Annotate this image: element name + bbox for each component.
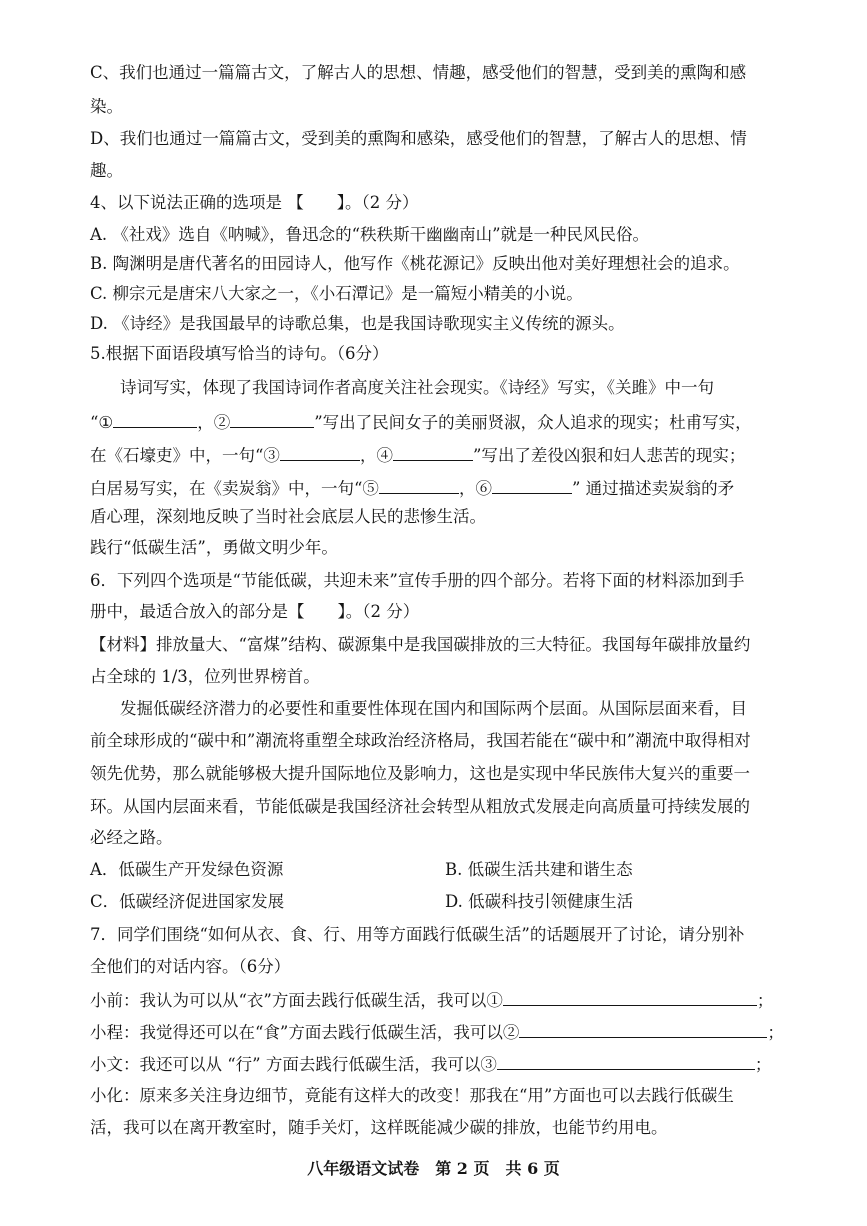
q5-text: 白居易写实，在《卖炭翁》中，一句“⑤ — [90, 479, 379, 498]
q3-option-c-cont: 染。 — [90, 97, 123, 116]
q7-stem-line2: 全他们的对话内容。（6分） — [90, 957, 291, 976]
q5-blank-1[interactable] — [113, 410, 197, 428]
q5-text: ，⑥ — [458, 479, 492, 498]
q6-option-b: B. 低碳生活共建和谐生态 — [445, 860, 633, 879]
q6-stem-line2: 册中，最适合放入的部分是【 】。（2 分） — [90, 602, 420, 621]
q7-dialogue-text: 小程：我觉得还可以在“食”方面去践行低碳生活，我可以② — [90, 1023, 520, 1042]
q4-option-a: A. 《社戏》选自《呐喊》，鲁迅念的“秩秩斯干幽幽南山”就是一种民风民俗。 — [90, 225, 650, 244]
q5-passage-line5: 盾心理，深刻地反映了当时社会底层人民的悲惨生活。 — [90, 507, 486, 526]
q5-text: 在《石壕吏》中，一句“③ — [90, 446, 280, 465]
q6-material-line1: 【材料】排放量大、“富煤”结构、碳源集中是我国碳排放的三大特征。我国每年碳排放量约 — [90, 635, 751, 654]
q7-dialogue-3 — [90, 1052, 771, 1076]
q5-text: ”写出了差役凶狠和妇人悲苦的现实； — [472, 446, 746, 465]
q7-semicolon: ； — [767, 1023, 784, 1042]
q7-dialogue-4-cont: 活，我可以在离开教室时，随手关灯，这样既能减少碳的排放，也能节约用电。 — [90, 1118, 668, 1137]
q6-material-line3: 发掘低碳经济潜力的必要性和重要性体现在国内和国际两个层面。从国际层面来看，目 — [120, 699, 747, 718]
q5-text: “① — [90, 413, 114, 432]
q5-blank-4[interactable] — [393, 443, 473, 461]
q5-passage-line2 — [90, 410, 752, 434]
q3-option-c: C、我们也通过一篇篇古文，了解古人的思想、情趣，感受他们的智慧，受到美的熏陶和感 — [90, 63, 747, 82]
q7-dialogue-4: 小化：原来多关注身边细节，竟能有这样大的改变！那我在“用”方面也可以去践行低碳生 — [90, 1086, 734, 1105]
q6-material-line5: 领先优势，那么就能够极大提升国际地位及影响力，这也是实现中华民族伟大复兴的重要一 — [90, 764, 750, 783]
q5-text: ，② — [197, 413, 231, 432]
q7-semicolon: ； — [756, 991, 774, 1010]
q7-blank-3[interactable] — [497, 1052, 755, 1070]
q6-material-line7: 必经之路。 — [90, 828, 173, 847]
q5-blank-5[interactable] — [379, 476, 459, 494]
q4-option-b: B. 陶渊明是唐代著名的田园诗人，他写作《桃花源记》反映出他对美好理想社会的追求。 — [90, 254, 740, 273]
page-footer: 八年级语文试卷 第 2 页 共 6 页 — [307, 1159, 560, 1178]
q3-option-d: D、我们也通过一篇篇古文，受到美的熏陶和感染，感受他们的智慧，了解古人的思想、情 — [90, 129, 747, 148]
q5-passage-line3 — [90, 443, 745, 467]
q6-material-line4: 前全球形成的“碳中和”潮流将重塑全球政治经济格局，我国若能在“碳中和”潮流中取得相对 — [90, 731, 751, 750]
q4-option-d: D. 《诗经》是我国最早的诗歌总集，也是我国诗歌现实主义传统的源头。 — [90, 314, 625, 333]
q7-blank-1[interactable] — [503, 988, 757, 1006]
q7-dialogue-2 — [90, 1020, 784, 1044]
q4-option-c: C. 柳宗元是唐宋八大家之一，《小石潭记》是一篇短小精美的小说。 — [90, 284, 583, 303]
q5-stem: 5.根据下面语段填写恰当的诗句。（6分） — [90, 344, 389, 363]
q5-text: ，④ — [359, 446, 393, 465]
q5-blank-3[interactable] — [280, 443, 360, 461]
q5-blank-2[interactable] — [230, 410, 314, 428]
q5-text: ” 通过描述卖炭翁的矛 — [571, 479, 735, 498]
q7-blank-2[interactable] — [519, 1020, 767, 1038]
q7-stem-line1: 7．同学们围绕“如何从衣、食、行、用等方面践行低碳生活”的话题展开了讨论，请分别补 — [90, 925, 745, 944]
q5-passage-line4 — [90, 476, 734, 500]
q5-passage-line1: 诗词写实，体现了我国诗词作者高度关注社会现实。《诗经》写实，《关雎》中一句 — [120, 378, 714, 397]
q5-text: ”写出了民间女子的美丽贤淑，众人追求的现实；杜甫写实， — [314, 413, 752, 432]
q7-dialogue-text: 小前：我认为可以从“衣”方面去践行低碳生活，我可以① — [90, 991, 503, 1010]
q7-semicolon: ； — [754, 1055, 772, 1074]
q7-dialogue-1 — [90, 988, 773, 1012]
q6-stem-line1: 6．下列四个选项是“节能低碳，共迎未来”宣传手册的四个部分。若将下面的材料添加到手 — [90, 571, 745, 590]
q5-blank-6[interactable] — [492, 476, 572, 494]
q7-dialogue-text: 小文：我还可以从 “行” 方面去践行低碳生活，我可以③ — [90, 1055, 497, 1074]
q3-option-d-cont: 趣。 — [90, 161, 123, 180]
q6-material-line6: 环。从国内层面来看，节能低碳是我国经济社会转型从粗放式发展走向高质量可持续发展的 — [90, 797, 750, 816]
q6-material-line2: 占全球的 1/3，位列世界榜首。 — [90, 667, 320, 686]
q6-option-a: A．低碳生产开发绿色资源 — [90, 860, 284, 879]
q6-option-d: D. 低碳科技引领健康生活 — [445, 892, 634, 911]
q6-option-c: C．低碳经济促进国家发展 — [90, 892, 285, 911]
q4-stem: 4、以下说法正确的选项是 【 】。（2 分） — [90, 193, 419, 212]
section-title: 践行“低碳生活”，勇做文明少年。 — [90, 538, 338, 557]
